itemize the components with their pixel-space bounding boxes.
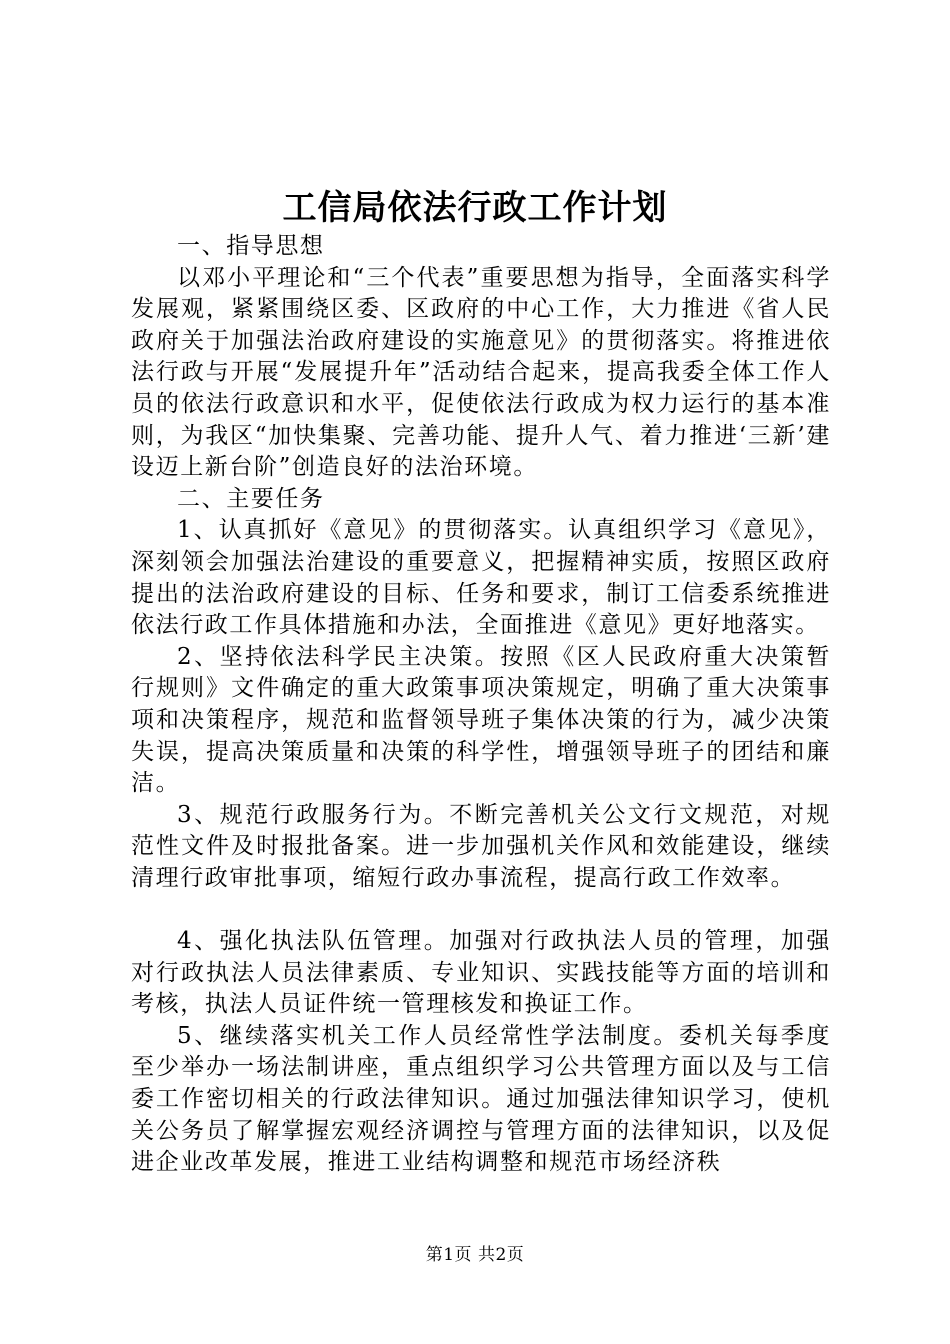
section-heading-main-tasks: 二、主要任务 bbox=[177, 485, 325, 512]
paragraph-task-1: 1、认真抓好《意见》的贯彻落实。认真组织学习《意见》，深刻领会加强法治建设的重要意义，把握精神实质，按照区政府提出的法治政府建设的目标、任务和要求，制订工信委系统推进依法行政工作具体措施和办法，全面推进《意见》更好地落实。 bbox=[131, 517, 831, 639]
document-body bbox=[131, 231, 831, 1179]
paragraph-task-4: 4、强化执法队伍管理。加强对行政执法人员的管理，加强对行政执法人员法律素质、专业知识、实践技能等方面的培训和考核，执法人员证件统一管理核发和换证工作。 bbox=[131, 928, 831, 1018]
paragraph-task-5: 5、继续落实机关工作人员经常性学法制度。委机关每季度至少举办一场法制讲座，重点组织学习公共管理方面以及与工信委工作密切相关的行政法律知识。通过加强法律知识学习，使机关公务员了解掌握宏观经济调控与管理方面的法律知识，以及促进企业改革发展，推进工业结构调整和规范市场经济秩 bbox=[131, 1022, 831, 1176]
document-title: 工信局依法行政工作计划 bbox=[282, 188, 668, 228]
paragraph-guiding-ideology: 以邓小平理论和“三个代表”重要思想为指导，全面落实科学发展观，紧紧围绕区委、区政府的中心工作，大力推进《省人民政府关于加强法治政府建设的实施意见》的贯彻落实。将推进依法行政与开展“发展提升年”活动结合起来，提高我委全体工作人员的依法行政意识和水平，促使依法行政成为权力运行的基本准则，为我区“加快集聚、完善功能、提升人气、着力推进‘三新’建设迈上新台阶”创造良好的法治环境。 bbox=[131, 264, 831, 481]
section-heading-guiding-ideology: 一、指导思想 bbox=[177, 233, 325, 259]
page-footer: 第1页 共2页 bbox=[425, 1245, 525, 1265]
paragraph-task-2: 2、坚持依法科学民主决策。按照《区人民政府重大决策暂行规则》文件确定的重大政策事项决策规定，明确了重大决策事项和决策程序，规范和监督领导班子集体决策的行为，减少决策失误，提高决策质量和决策的科学性，增强领导班子的团结和廉洁。 bbox=[131, 643, 831, 797]
paragraph-task-3: 3、规范行政服务行为。不断完善机关公文行文规范，对规范性文件及时报批备案。进一步加强机关作风和效能建设，继续清理行政审批事项，缩短行政办事流程，提高行政工作效率。 bbox=[131, 801, 831, 891]
